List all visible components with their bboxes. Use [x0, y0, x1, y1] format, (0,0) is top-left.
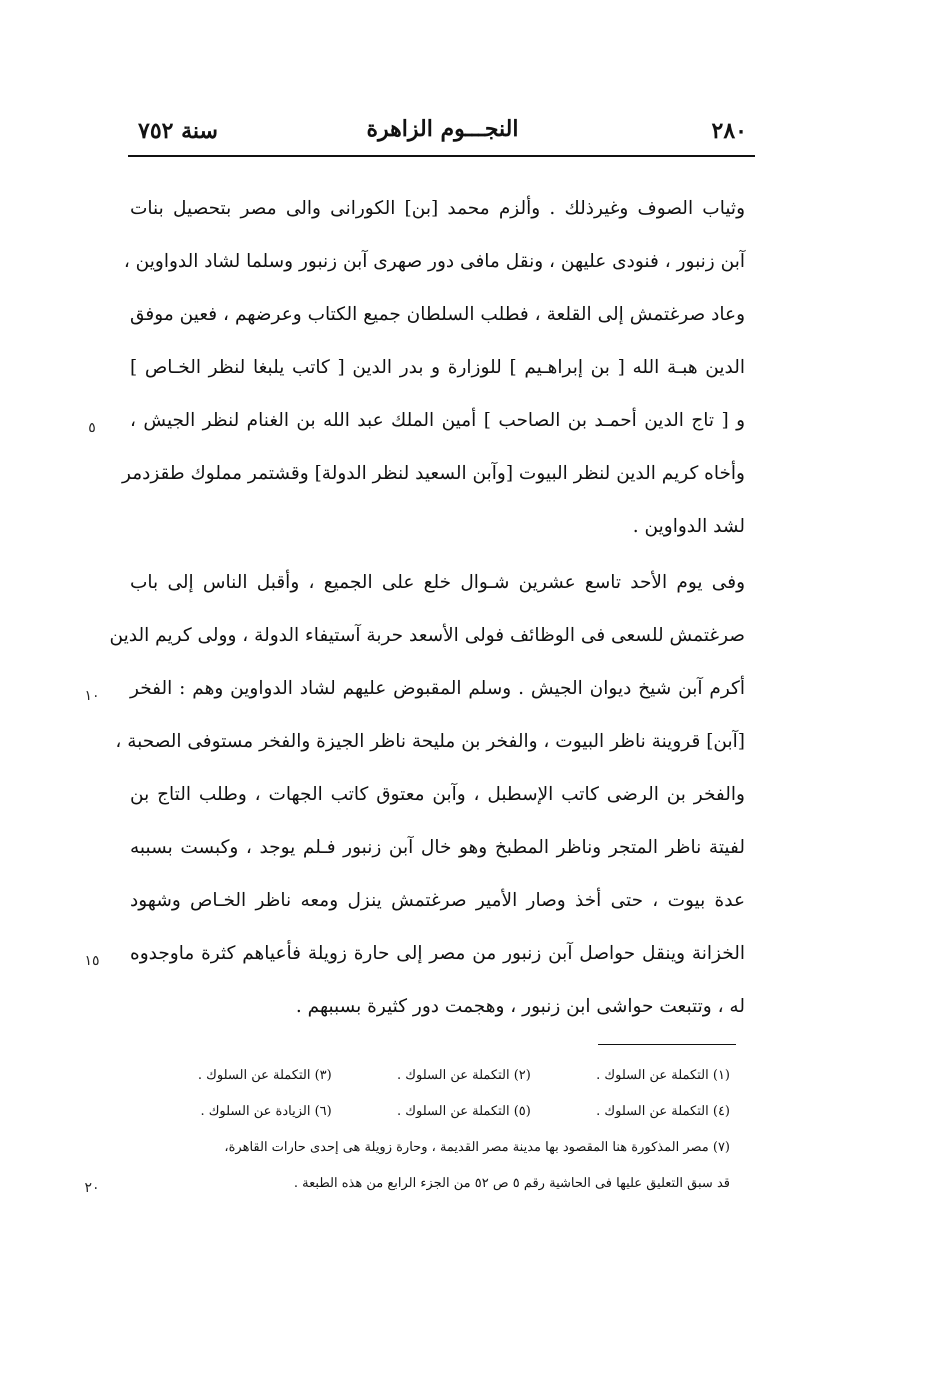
- page-header: [130, 112, 755, 152]
- text-line: أكرم آبن شيخ ديوان الجيش . وسلم المقبوض عليهم لشاد الدواوين وهم : الفخر: [130, 678, 745, 699]
- text-line: لشد الدواوين .: [632, 516, 745, 537]
- footnote-1: (١) التكملة عن السلوك .: [596, 1068, 730, 1083]
- text-line: والفخر بن الرضى كاتب الإسطبل ، وآبن معتوق كاتب الجهات ، وطلب التاج بن: [130, 784, 745, 805]
- text-line: وثياب الصوف وغيرذلك . وألزم محمد [بن] الكورانى والى مصر بتحصيل بنات: [130, 198, 745, 219]
- running-title: النجـــوم الزاهرة: [366, 116, 519, 142]
- footnote-rule: [598, 1044, 736, 1045]
- footnote-7: (٧) مصر المذكورة هنا المقصود بها مدينة مصر القديمة ، وحارة زويلة هى إحدى حارات القاهرة،: [224, 1140, 730, 1155]
- footnote-row: [130, 1068, 730, 1083]
- text-line: لفيتة ناظر المتجر وناظر المطبخ وهو خال آبن زنبور فـلم يوجد ، وكبست بسببه: [130, 837, 745, 858]
- text-line: له ، وتتبعت حواشى ابن زنبور ، وهجمت دور كثيرة بسببهم .: [295, 996, 745, 1017]
- text-line: [آبن] قروينة ناظر البيوت ، والفخر بن مليحة ناظر الجيزة والفخر مستوفى الصحبة ،: [115, 731, 745, 752]
- header-year: سنة ٧٥٢: [138, 118, 218, 144]
- footnote-5: (٥) التكملة عن السلوك .: [397, 1104, 531, 1119]
- footnote-4: (٤) التكملة عن السلوك .: [596, 1104, 730, 1119]
- text-line: آبن زنبور ، فنودى عليهن ، ونقل مافى دور صهرى آبن زنبور وسلما لشاد الدواوين ،: [123, 251, 745, 272]
- footnote-7-continued: قد سبق التعليق عليها فى الحاشية رقم ٥ ص ٥٢ من الجزء الرابع من هذه الطبعة .: [293, 1176, 730, 1191]
- line-number: ٥: [88, 420, 96, 436]
- text-line: الدين هبـة الله [ بن إبراهـيم ] للوزارة و بدر الدين [ كاتب يلبغا لنظر الخـاص ]: [130, 357, 745, 378]
- footnote-6: (٦) الزيادة عن السلوك .: [200, 1104, 332, 1119]
- header-rule: [128, 155, 755, 157]
- text-line: وعاد صرغتمش إلى القلعة ، فطلب السلطان جميع الكتاب وعرضهم ، فعين موفق: [130, 304, 745, 325]
- text-line: و [ تاج الدين أحمـد بن الصاحب ] أمين الملك عبد الله بن الغنام لنظر الجيش ،: [130, 410, 745, 431]
- line-number: ١٥: [84, 953, 100, 969]
- text-line: عدة بيوت ، حتى أخذ وصار الأمير صرغتمش ينزل ومعه ناظر الخـاص وشهود: [130, 890, 745, 911]
- footnote-3: (٣) التكملة عن السلوك .: [197, 1068, 332, 1083]
- text-line: وأخاه كريم الدين لنظر البيوت [وآبن السعيد لنظر الدولة] وقشتمر مملوك طقزدمر: [121, 463, 745, 484]
- text-line: صرغتمش للسعى فى الوظائف فولى الأسعد حربة آستيفاء الدولة ، وولى كريم الدين: [109, 625, 745, 646]
- footnote-2: (٢) التكملة عن السلوك .: [397, 1068, 531, 1083]
- page-number: ٢٨٠: [711, 118, 747, 144]
- line-number: ١٠: [84, 688, 100, 704]
- text-line: وفى يوم الأحد تاسع عشرين شـوال خلع على الجميع ، وأقبل الناس إلى باب: [130, 572, 745, 593]
- line-number: ٢٠: [84, 1180, 100, 1196]
- text-line: الخزانة وينقل حواصل آبن زنبور من مصر إلى حارة زويلة فأعياهم كثرة ماوجدوه: [130, 943, 745, 964]
- footnote-row: [130, 1104, 730, 1119]
